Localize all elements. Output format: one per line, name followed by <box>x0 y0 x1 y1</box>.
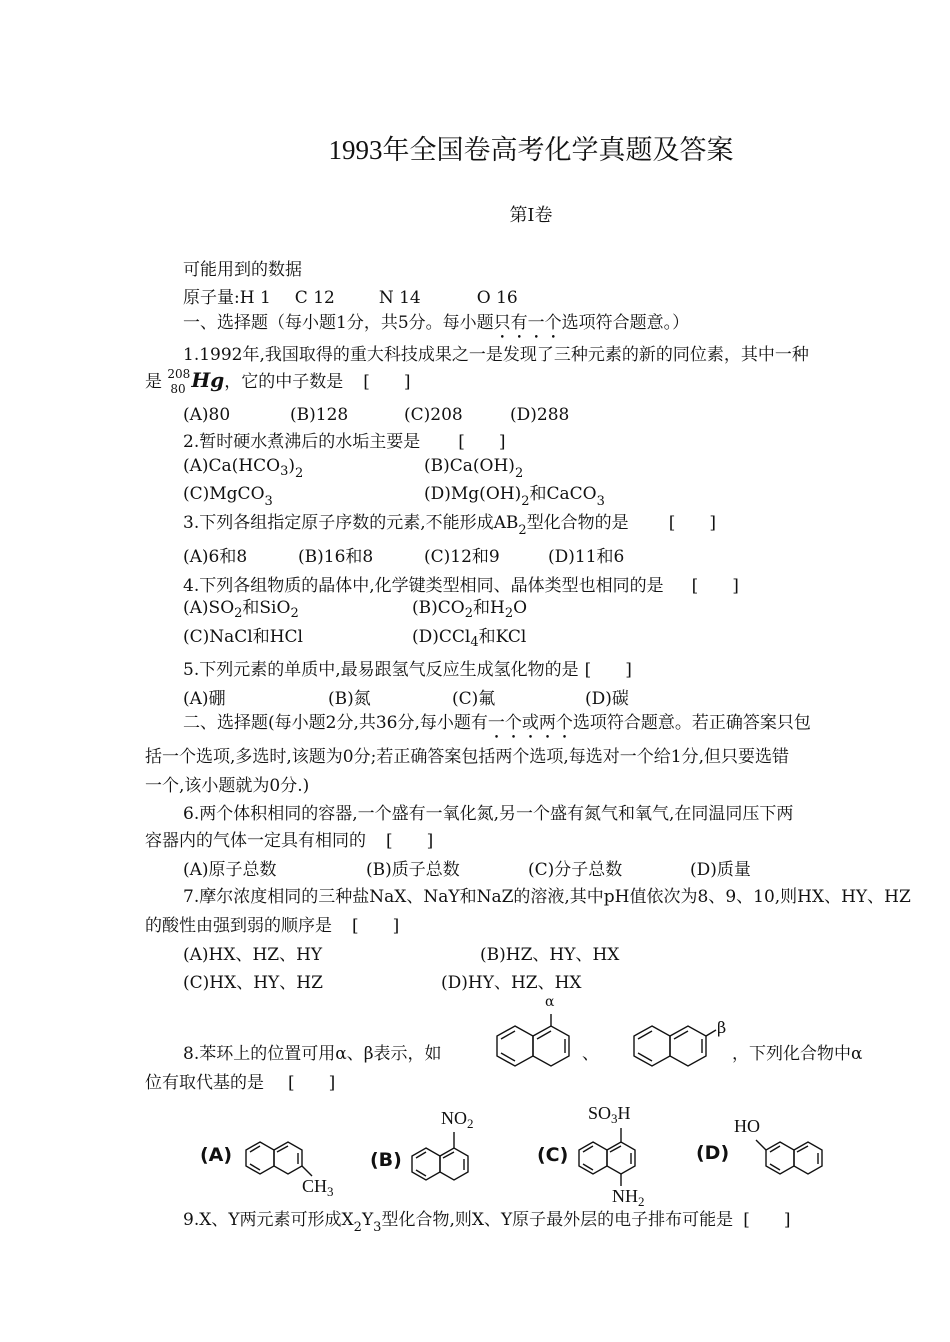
option-d-structure <box>762 1132 834 1184</box>
answer-bracket: [ ] <box>288 1073 336 1093</box>
answer-bracket: [ ] <box>458 432 506 452</box>
q1-option-c: (C)208 <box>404 405 463 425</box>
answer-bracket: [ ] <box>363 372 411 392</box>
q6-line1: 6.两个体积相同的容器,一个盛有一氧化氮,另一个盛有氮气和氧气,在同温同压下两 <box>183 804 794 824</box>
element-symbol: Hg <box>191 368 225 392</box>
q4-option-d: (D)CCl$_4$和KCl <box>412 627 527 650</box>
q2-option-a: $(A)Ca(HCO_3)_2$ <box>183 456 304 481</box>
q6-option-c: (C)分子总数 <box>528 860 623 880</box>
ho-label: HO <box>734 1116 760 1136</box>
q7-option-a: (A)HX、HZ、HY <box>183 945 323 965</box>
q8-option-d-label: (D) <box>696 1142 730 1164</box>
q6-line2: 容器内的气体一定具有相同的 [ ] <box>145 831 434 851</box>
q2-stem: 2.暂时硬水煮沸后的水垢主要是 [ ] <box>183 432 506 452</box>
section1-heading: 一、选择题（每小题1分，共5分。每小题只有一个选项符合题意。） <box>183 313 690 333</box>
q8-option-c-label: (C) <box>537 1144 569 1166</box>
q8-line1-pre: 8.苯环上的位置可用α、β表示，如 <box>183 1044 442 1064</box>
atomic-mass-label: 原子量: <box>183 288 240 308</box>
naphthalene-beta-diagram <box>630 1012 730 1072</box>
q5-option-d: (D)碳 <box>585 689 629 709</box>
q5-option-c: (C)氟 <box>452 689 496 709</box>
nuclide-notation: 208 80 <box>167 367 191 396</box>
mass-c: C 12 <box>294 288 335 308</box>
q1-option-d: (D)288 <box>510 405 570 425</box>
q8-option-b-label: (B) <box>370 1149 402 1171</box>
q7-option-d: (D)HY、HZ、HX <box>441 973 582 993</box>
q8-line2: 位有取代基的是 [ ] <box>145 1073 336 1093</box>
q8-separator: 、 <box>582 1044 599 1064</box>
q7-option-b: (B)HZ、HY、HX <box>480 945 620 965</box>
q4-stem: 4.下列各组物质的晶体中,化学键类型相同、晶体类型也相同的是 [ ] <box>183 576 739 596</box>
q4-option-c: (C)NaCl和HCl <box>183 627 303 647</box>
q5-option-b: (B)氮 <box>328 689 371 709</box>
option-c-structure <box>575 1124 645 1194</box>
q7-option-c: (C)HX、HY、HZ <box>183 973 323 993</box>
answer-bracket: [ ] <box>743 1210 791 1230</box>
q6-option-d: (D)质量 <box>690 860 751 880</box>
q8-option-a-label: (A) <box>200 1144 233 1166</box>
answer-bracket: [ ] <box>668 513 716 533</box>
q4-option-b: $(B)CO_2$和$H_2O$ <box>412 598 528 621</box>
q2-option-b: $(B)Ca(OH)_2$ <box>424 456 524 481</box>
q5-option-a: (A)硼 <box>183 689 226 709</box>
q6-option-a: (A)原子总数 <box>183 860 277 880</box>
mass-h: H 1 <box>239 288 271 308</box>
q1-line1: 1.1992年,我国取得的重大科技成果之一是发现了三种元素的新的同位素，其中一种 <box>183 345 809 365</box>
alpha-label: α <box>545 994 555 1010</box>
answer-bracket: [ ] <box>584 660 632 680</box>
q4-option-a: $(A)SO_2$和SiO$_2$ <box>183 598 299 621</box>
option-b-structure <box>408 1130 478 1182</box>
q1-line2: 是 208 80 Hg，它的中子数是 [ ] <box>145 367 411 396</box>
q3-option-c: (C)12和9 <box>424 547 500 567</box>
answer-bracket: [ ] <box>352 916 400 936</box>
so3h-label: $SO_3H$ <box>588 1103 631 1126</box>
section2-line2: 括一个选项,多选时,该题为0分;若正确答案包括两个选项,每选对一个给1分,但只要选错 <box>145 747 789 767</box>
emphasis-dots: 只有一个 <box>493 313 562 333</box>
answer-bracket: [ ] <box>691 576 739 596</box>
mass-o: O 16 <box>476 288 518 308</box>
q3-stem: 3.下列各组指定原子序数的元素,不能形成$AB_2$型化合物的是 [ ] <box>183 513 716 538</box>
nh2-label: $NH_2$ <box>612 1186 645 1209</box>
page-title: 1993年全国卷高考化学真题及答案 <box>328 135 734 165</box>
q1-option-a: (A)80 <box>183 405 231 425</box>
atomic-mass-line <box>183 288 518 308</box>
q7-line2: 的酸性由强到弱的顺序是 [ ] <box>145 916 400 936</box>
q8-line1-post: ，下列化合物中α <box>732 1044 863 1064</box>
q3-option-a: (A)6和8 <box>183 547 248 567</box>
no2-label: $NO_2$ <box>441 1108 474 1131</box>
naphthalene-alpha-diagram <box>490 1012 580 1072</box>
q6-option-b: (B)质子总数 <box>366 860 460 880</box>
section2-line3: 一个,该小题就为0分.) <box>145 776 310 796</box>
q7-line1: 7.摩尔浓度相同的三种盐NaX、NaY和NaZ的溶液,其中pH值依次为8、9、10,则HX、HY、HZ <box>183 887 911 907</box>
mass-n: N 14 <box>378 288 421 308</box>
q2-option-c: (C)MgCO$_3$ <box>183 484 273 509</box>
q1-option-b: (B)128 <box>290 405 349 425</box>
ch3-label: $CH_3$ <box>302 1176 334 1199</box>
q9-stem: 9.X、Y两元素可形成$X_2Y_3$型化合物,则X、Y原子最外层的电子排布可能是 [ ] <box>183 1210 791 1235</box>
emphasis-dots: 一个或两个 <box>487 713 573 733</box>
q2-option-d: $(D)Mg(OH)_2$和CaCO$_3$ <box>424 484 605 509</box>
volume-heading: 第Ⅰ卷 <box>509 205 553 226</box>
beta-label: β <box>717 1018 727 1037</box>
answer-bracket: [ ] <box>386 831 434 851</box>
q3-option-b: (B)16和8 <box>298 547 374 567</box>
q3-option-d: (D)11和6 <box>548 547 625 567</box>
data-intro: 可能用到的数据 <box>183 260 302 280</box>
q5-stem: 5.下列元素的单质中,最易跟氢气反应生成氢化物的是 [ ] <box>183 660 632 680</box>
section2-line1: 二、选择题(每小题2分,共36分,每小题有一个或两个选项符合题意。若正确答案只包 <box>183 713 811 733</box>
